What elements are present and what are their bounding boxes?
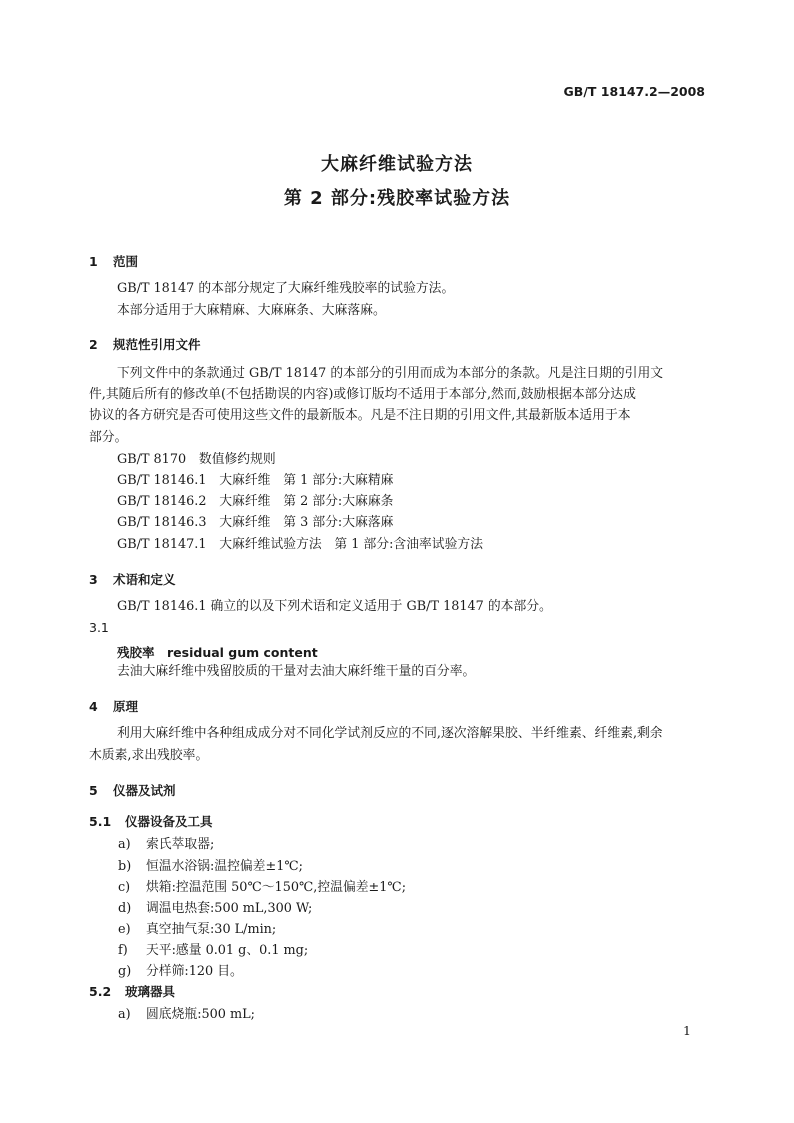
list-marker: a) xyxy=(118,837,131,852)
list-text: 真空抽气泵:30 L/min; xyxy=(146,922,277,937)
paragraph-line: 协议的各方研究是否可使用这些文件的最新版本。凡是不注日期的引用文件,其最新版本适用于本 xyxy=(89,408,631,423)
list-marker: b) xyxy=(118,859,132,874)
section-title: 仪器及试剂 xyxy=(113,783,176,798)
reference-item: GB/T 18146.1 大麻纤维 第 1 部分:大麻精麻 xyxy=(117,473,394,488)
list-text: 恒温水浴锅:温控偏差±1℃; xyxy=(146,859,303,874)
section-title: 规范性引用文件 xyxy=(113,337,201,352)
list-text: 圆底烧瓶:500 mL; xyxy=(146,1007,255,1022)
paragraph-line: 下列文件中的条款通过 GB/T 18147 的本部分的引用而成为本部分的条款。凡是注日期的引用文 xyxy=(117,366,664,381)
list-item xyxy=(118,918,276,937)
subsection-heading-glassware xyxy=(89,982,175,1000)
page-number: 1 xyxy=(683,1023,691,1038)
list-marker: d) xyxy=(118,901,132,916)
section-heading-normative-references xyxy=(89,335,201,353)
paragraph: GB/T 18147 的本部分规定了大麻纤维残胶率的试验方法。 xyxy=(117,281,455,296)
list-item xyxy=(118,1003,255,1022)
paragraph: GB/T 18146.1 确立的以及下列术语和定义适用于 GB/T 18147 的本部分。 xyxy=(117,599,552,614)
subsection-number: 5.2 xyxy=(89,984,112,999)
list-marker: f) xyxy=(118,943,128,958)
paragraph-line: 部分。 xyxy=(89,430,128,445)
paragraph-line: 件,其随后所有的修改单(不包括勘误的内容)或修订版均不适用于本部分,然而,鼓励根据本部分达成 xyxy=(89,387,636,402)
list-marker: c) xyxy=(118,880,131,895)
document-title: 大麻纤维试验方法 xyxy=(321,154,473,175)
section-number: 5 xyxy=(89,783,98,798)
reference-item: GB/T 18147.1 大麻纤维试验方法 第 1 部分:含油率试验方法 xyxy=(117,537,483,552)
subsection-number: 3.1 xyxy=(89,620,109,635)
list-marker: a) xyxy=(118,1007,131,1022)
term-definition: 去油大麻纤维中残留胶质的干量对去油大麻纤维干量的百分率。 xyxy=(117,664,476,679)
section-title: 术语和定义 xyxy=(113,572,176,587)
list-text: 天平:感量 0.01 g、0.1 mg; xyxy=(146,943,309,958)
document-subtitle: 第 2 部分:残胶率试验方法 xyxy=(283,188,511,209)
list-item xyxy=(118,939,308,958)
reference-item: GB/T 18146.3 大麻纤维 第 3 部分:大麻落麻 xyxy=(117,515,394,530)
subsection-title: 仪器设备及工具 xyxy=(125,814,213,829)
list-item xyxy=(118,897,312,916)
subsection-heading-equipment xyxy=(89,812,213,830)
paragraph-line: 利用大麻纤维中各种组成成分对不同化学试剂反应的不同,逐次溶解果胶、半纤维素、纤维素,剩余 xyxy=(117,726,663,741)
list-item xyxy=(118,855,303,874)
list-text: 分样筛:120 目。 xyxy=(146,964,243,979)
section-number: 4 xyxy=(89,699,98,714)
paragraph-line: 木质素,求出残胶率。 xyxy=(89,748,209,763)
section-heading-apparatus-reagents xyxy=(89,781,176,799)
reference-item: GB/T 8170 数值修约规则 xyxy=(117,452,276,467)
section-heading-scope xyxy=(89,252,138,270)
term-entry: 残胶率 residual gum content xyxy=(117,645,318,660)
section-heading-principle xyxy=(89,697,138,715)
subsection-title: 玻璃器具 xyxy=(125,984,176,999)
list-text: 调温电热套:500 mL,300 W; xyxy=(146,901,313,916)
list-item xyxy=(118,876,406,895)
document-code: GB/T 18147.2—2008 xyxy=(563,84,705,99)
list-text: 索氏萃取器; xyxy=(146,837,215,852)
list-marker: g) xyxy=(118,964,132,979)
list-item xyxy=(118,833,214,852)
section-title: 原理 xyxy=(113,699,139,714)
list-text: 烘箱:控温范围 50℃～150℃,控温偏差±1℃; xyxy=(146,880,407,895)
reference-item: GB/T 18146.2 大麻纤维 第 2 部分:大麻麻条 xyxy=(117,494,394,509)
section-number: 2 xyxy=(89,337,98,352)
subsection-number: 5.1 xyxy=(89,814,112,829)
section-title: 范围 xyxy=(113,254,139,269)
section-number: 1 xyxy=(89,254,98,269)
section-heading-terms-definitions xyxy=(89,570,176,588)
paragraph: 本部分适用于大麻精麻、大麻麻条、大麻落麻。 xyxy=(117,303,386,318)
section-number: 3 xyxy=(89,572,98,587)
list-item xyxy=(118,960,243,979)
list-marker: e) xyxy=(118,922,131,937)
